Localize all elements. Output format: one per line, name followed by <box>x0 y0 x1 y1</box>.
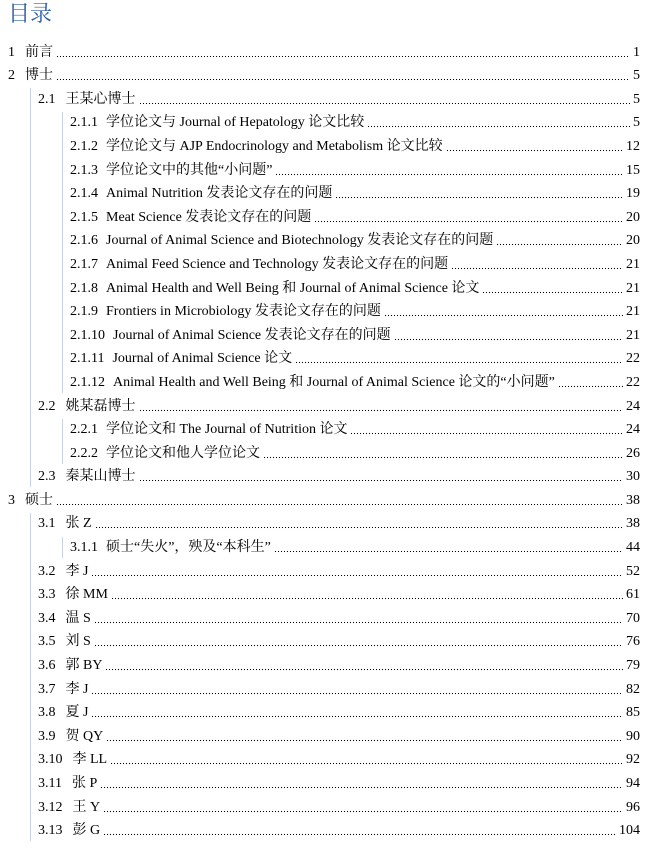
toc-entry-number: 2.1.7 <box>70 256 98 272</box>
toc-entry-number: 3.4 <box>38 610 56 626</box>
toc-entry[interactable] <box>0 156 659 180</box>
toc-entry-title[interactable]: Frontiers in Microbiology 发表论文存在的问题 <box>106 304 381 320</box>
toc-entry-title[interactable]: 学位论文与 AJP Endocrinology and Metabolism 论文比较 <box>106 138 443 154</box>
dot-leader <box>56 78 630 81</box>
toc-entry[interactable] <box>0 180 659 204</box>
toc-entry[interactable] <box>0 651 659 675</box>
toc-entry-title[interactable]: 硕士“失火”，殃及“本科生” <box>106 540 271 556</box>
toc-entry-page: 38 <box>626 516 640 532</box>
dot-leader <box>91 715 623 718</box>
toc-entry-title[interactable]: 博士 <box>25 68 53 84</box>
toc-entry[interactable] <box>0 345 659 369</box>
toc-entry[interactable] <box>0 817 659 841</box>
toc-entry-title[interactable]: 王 Y <box>72 799 101 815</box>
toc-entry-title[interactable]: 学位论文与 Journal of Hepatology 论文比较 <box>106 115 365 131</box>
dot-leader <box>274 550 623 553</box>
toc-entry[interactable] <box>0 722 659 746</box>
toc-entry-title[interactable]: 张 Z <box>65 516 92 532</box>
page-title: 目录 <box>8 2 53 27</box>
toc-entry-title[interactable]: 张 P <box>71 776 98 791</box>
toc-entry[interactable] <box>0 250 659 274</box>
indent-guide-line <box>30 88 31 487</box>
dot-leader <box>56 503 623 506</box>
toc-entry-page: 21 <box>626 256 640 272</box>
toc-entry-number: 2.3 <box>38 469 56 485</box>
dot-leader <box>139 409 624 412</box>
toc-entry[interactable] <box>0 769 659 793</box>
toc-entry[interactable] <box>0 675 659 699</box>
toc-entry[interactable] <box>0 38 659 62</box>
toc-entry-page: 85 <box>626 705 640 721</box>
indent-guide-line <box>62 537 63 559</box>
toc-entry-number: 2.1.8 <box>70 280 98 296</box>
toc-entry-number: 2.1.4 <box>70 186 98 202</box>
dot-leader <box>105 668 623 671</box>
toc-entry-title[interactable]: 秦某山博士 <box>65 469 136 485</box>
toc-entry-number: 2.1.3 <box>70 162 98 178</box>
toc-entry-number: 2.1.2 <box>70 138 98 154</box>
toc-entry-page: 82 <box>626 681 640 697</box>
toc-entry[interactable] <box>0 321 659 345</box>
toc-entry[interactable] <box>0 533 659 557</box>
dot-leader <box>139 479 624 482</box>
dot-leader <box>496 243 623 246</box>
toc-entry-number: 2 <box>8 68 15 84</box>
toc-entry-page: 21 <box>626 304 640 320</box>
dot-leader <box>314 220 623 223</box>
toc-entry-page: 15 <box>626 162 640 178</box>
toc-entry-page: 21 <box>626 280 640 296</box>
toc-entry-number: 2.1.11 <box>70 351 105 367</box>
toc-entry-number: 2.1.6 <box>70 233 98 249</box>
dot-leader <box>263 456 623 459</box>
toc-list <box>0 38 659 840</box>
toc-entry-title[interactable]: 学位论文和他人学位论文 <box>106 445 260 461</box>
toc-entry-page: 22 <box>626 374 640 390</box>
toc-entry-title[interactable]: 硕士 <box>25 492 53 508</box>
dot-leader <box>111 597 623 600</box>
toc-entry-number: 3.8 <box>38 705 56 721</box>
toc-entry[interactable] <box>0 628 659 652</box>
toc-entry-page: 61 <box>626 587 640 603</box>
toc-entry[interactable] <box>0 368 659 392</box>
toc-entry-page: 38 <box>626 492 640 508</box>
toc-entry[interactable] <box>0 699 659 723</box>
toc-entry-title[interactable]: 李 J <box>65 681 89 697</box>
toc-entry-page: 44 <box>626 540 640 556</box>
toc-entry-title[interactable]: Animal Feed Science and Technology 发表论文存在的问题 <box>106 256 449 272</box>
toc-entry-page: 19 <box>626 186 640 202</box>
toc-entry-title[interactable]: Animal Nutrition 发表论文存在的问题 <box>106 186 333 202</box>
toc-entry-number: 1 <box>8 44 15 60</box>
toc-entry[interactable] <box>0 109 659 133</box>
toc-entry-number: 3.6 <box>38 658 56 674</box>
toc-entry-number: 3.2 <box>38 563 56 579</box>
toc-entry-page: 22 <box>626 351 640 367</box>
toc-entry-page: 76 <box>626 634 640 650</box>
toc-entry-page: 26 <box>626 445 640 461</box>
toc-entry-number: 2.1.10 <box>70 327 105 343</box>
toc-entry-page: 24 <box>626 398 640 414</box>
toc-entry[interactable] <box>0 439 659 463</box>
toc-entry-page: 24 <box>626 422 640 438</box>
indent-guide-line <box>62 419 63 464</box>
dot-leader <box>103 833 616 836</box>
toc-entry-number: 3.1 <box>38 516 56 532</box>
toc-entry-page: 5 <box>633 91 640 107</box>
toc-entry[interactable] <box>0 510 659 534</box>
toc-entry[interactable] <box>0 274 659 298</box>
toc-entry-number: 3.5 <box>38 634 56 650</box>
dot-leader <box>394 338 623 341</box>
toc-entry-title[interactable]: 王某心博士 <box>65 91 136 107</box>
toc-entry-page: 92 <box>626 752 640 768</box>
toc-entry-number: 3.1.1 <box>70 540 98 556</box>
dot-leader <box>94 621 623 624</box>
dot-leader <box>367 125 630 128</box>
toc-entry-page: 20 <box>626 233 640 249</box>
dot-leader <box>56 55 630 58</box>
toc-entry-title[interactable]: 姚某磊博士 <box>65 398 136 414</box>
toc-entry-number: 3.10 <box>38 752 63 768</box>
dot-leader <box>91 692 623 695</box>
dot-leader <box>106 739 623 742</box>
toc-entry[interactable] <box>0 298 659 322</box>
toc-entry-page: 52 <box>626 563 640 579</box>
dot-leader <box>335 196 623 199</box>
toc-entry-page: 5 <box>633 115 640 131</box>
toc-entry-title[interactable]: 徐 MM <box>65 587 108 603</box>
toc-entry-title[interactable]: 温 S <box>65 610 91 626</box>
toc-entry-title[interactable]: Animal Health and Well Being 和 Journal of Animal Science 论文的“小问题” <box>113 374 555 390</box>
toc-entry-page: 90 <box>626 728 640 744</box>
indent-guide-line <box>30 513 31 841</box>
dot-leader <box>350 432 623 435</box>
toc-entry[interactable] <box>0 62 659 86</box>
toc-entry[interactable] <box>0 604 659 628</box>
dot-leader <box>95 526 623 529</box>
dot-leader <box>94 644 623 647</box>
toc-entry-number: 2.1.1 <box>70 115 98 131</box>
dot-leader <box>100 786 623 789</box>
toc-entry-title[interactable]: 刘 S <box>65 634 91 650</box>
toc-entry[interactable] <box>0 416 659 440</box>
toc-entry-page: 5 <box>633 68 640 84</box>
toc-entry-title[interactable]: 郭 BY <box>65 658 103 674</box>
toc-entry-title[interactable]: Animal Health and Well Being 和 Journal of Animal Science 论文 <box>106 280 480 296</box>
toc-entry-number: 2.2.1 <box>70 422 98 438</box>
indent-guide-line <box>62 112 63 393</box>
dot-leader <box>103 810 623 813</box>
toc-entry-title[interactable]: 前言 <box>25 44 53 60</box>
toc-entry[interactable] <box>0 581 659 605</box>
toc-entry-number: 2.1.5 <box>70 209 98 225</box>
toc-entry-title[interactable]: 贺 QY <box>65 728 104 744</box>
toc-entry-number: 3 <box>8 492 15 508</box>
toc-entry[interactable] <box>0 463 659 487</box>
dot-leader <box>482 291 623 294</box>
toc-entry-title[interactable]: 学位论文和 The Journal of Nutrition 论文 <box>106 422 348 438</box>
toc-entry-number: 2.1.12 <box>70 374 105 390</box>
toc-entry-number: 3.13 <box>38 823 63 839</box>
toc-entry-page: 12 <box>626 138 640 154</box>
toc-entry[interactable] <box>0 793 659 817</box>
toc-entry-title[interactable]: Meat Science 发表论文存在的问题 <box>106 209 312 225</box>
toc-entry-page: 20 <box>626 209 640 225</box>
toc-entry-number: 3.9 <box>38 728 56 744</box>
toc-entry-title[interactable]: 彭 G <box>72 823 101 839</box>
toc-entry[interactable] <box>0 132 659 156</box>
toc-entry-page: 21 <box>626 327 640 343</box>
toc-entry-title[interactable]: 夏 J <box>65 705 89 721</box>
toc-entry[interactable] <box>0 227 659 251</box>
toc-entry-page: 104 <box>619 823 640 839</box>
toc-entry-page: 70 <box>626 610 640 626</box>
toc-entry-page: 79 <box>626 658 640 674</box>
toc-entry[interactable] <box>0 392 659 416</box>
toc-entry[interactable] <box>0 85 659 109</box>
toc-entry-page: 94 <box>626 776 640 791</box>
toc-entry-title[interactable]: 学位论文中的其他“小问题” <box>106 162 273 178</box>
dot-leader <box>295 361 623 364</box>
toc-entry-title[interactable]: Journal of Animal Science and Biotechnology 发表论文存在的问题 <box>106 233 494 249</box>
dot-leader <box>91 574 623 577</box>
toc-entry[interactable] <box>0 486 659 510</box>
toc-entry-title[interactable]: Journal of Animal Science 发表论文存在的问题 <box>113 327 391 343</box>
toc-entry-number: 3.12 <box>38 799 63 815</box>
toc-entry-number: 3.7 <box>38 681 56 697</box>
toc-entry-number: 3.11 <box>38 776 62 791</box>
toc-entry-number: 2.1 <box>38 91 56 107</box>
toc-entry-title[interactable]: 李 J <box>65 563 89 579</box>
dot-leader <box>558 385 623 388</box>
dot-leader <box>451 267 623 270</box>
dot-leader <box>275 173 623 176</box>
toc-entry-number: 3.3 <box>38 587 56 603</box>
toc-entry-page: 96 <box>626 799 640 815</box>
dot-leader <box>139 102 631 105</box>
toc-entry-page: 1 <box>633 44 640 60</box>
dot-leader <box>384 314 623 317</box>
dot-leader <box>446 149 623 152</box>
toc-entry-title[interactable]: 李 LL <box>72 752 108 768</box>
toc-entry-title[interactable]: Journal of Animal Science 论文 <box>112 351 293 367</box>
toc-entry[interactable] <box>0 203 659 227</box>
toc-entry-number: 2.2 <box>38 398 56 414</box>
toc-entry-page: 30 <box>626 469 640 485</box>
dot-leader <box>110 762 623 765</box>
toc-entry[interactable] <box>0 746 659 770</box>
toc-entry-number: 2.1.9 <box>70 304 98 320</box>
toc-entry[interactable] <box>0 557 659 581</box>
toc-entry-number: 2.2.2 <box>70 445 98 461</box>
